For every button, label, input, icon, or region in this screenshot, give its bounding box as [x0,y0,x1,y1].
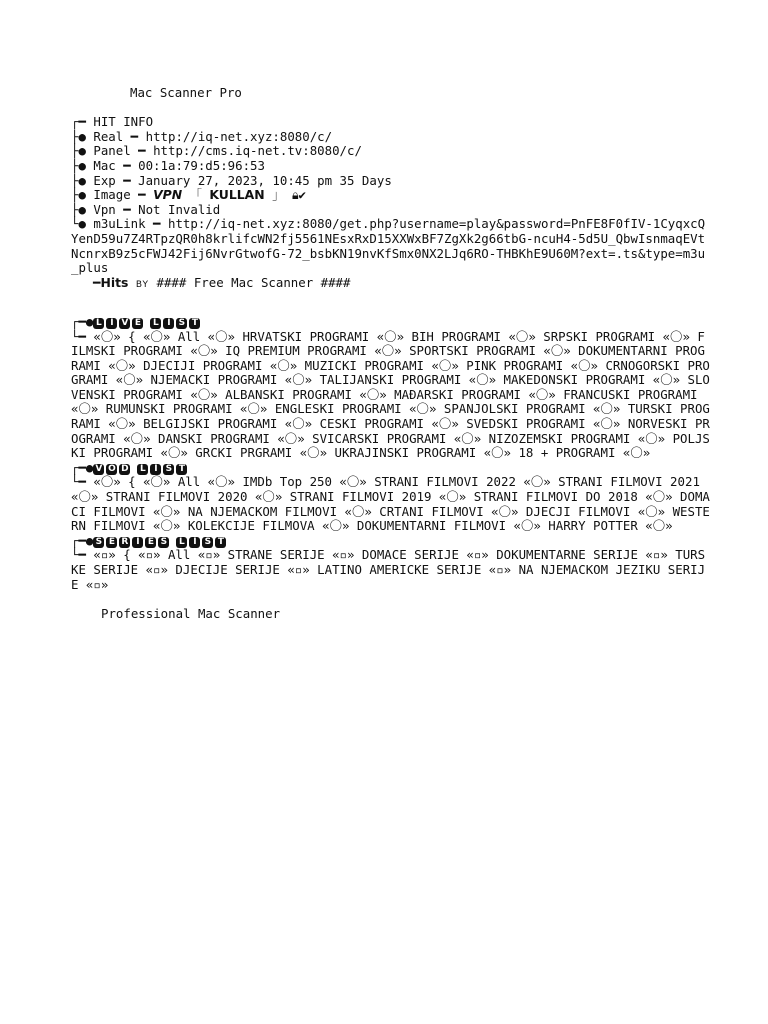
series-list-categories: └━ «▫» { «▫» All «▫» STRANE SERIJE «▫» DOMACE SERIJE «▫» DOKUMENTARNE SERIJE «▫» TURSKE SERIJE «▫» DJECIJE SERIJE «▫» LATINO AMERICKE SERIJE «▫» NA NJEMACKOM JEZIKU SERIJE «▫» [71,547,706,592]
image-row [71,188,711,203]
badge-word [137,461,189,476]
badge-word [93,534,171,549]
vod-list-header [71,461,711,476]
m3u-row [71,217,711,275]
footer-text: Professional Mac Scanner [101,605,281,621]
panel-url[interactable]: http://cms.iq-net.tv:8080/c/ [153,143,362,159]
badge-letter: S [93,537,104,548]
badge-letter: L [137,464,148,475]
series-corner: ┌━● [71,532,94,548]
series-list-header [71,534,711,549]
image-label: ├● Image ━ [71,187,154,203]
badge-word [93,315,145,330]
exp-date: January 27, 2023, 10:45 pm 35 Days [138,172,392,188]
mac-row [71,159,711,174]
badge-letter: I [150,464,161,475]
vod-badges [93,460,194,475]
series-badges [93,533,233,548]
mac-address: 00:1a:79:d5:96:53 [138,157,265,173]
badge-letter: I [189,537,200,548]
exp-row [71,174,711,189]
hits-text: #### Free Mac Scanner #### [156,274,351,290]
badge-letter: I [163,318,174,329]
badge-letter: L [93,318,104,329]
live-list-categories: └━ «〇» { «〇» All «〇» HRVATSKI PROGRAMI «〇» BIH PROGRAMI «〇» SRPSKI PROGRAMI «〇» FILMSKI PROGRAMI «〇» IQ PREMIUM PROGRAMI «〇» SPORTSKI PROGRAMI «〇» DOKUMENTARNI PROGRAMI «〇» DJECIJI PROGRAMI «〇» MUZICKI PROGRAMI «〇» PINK PROGRAMI «〇» CRNOGORSKI PROGRAMI «〇» NJEMACKI PROGRAMI «〇» TALIJANSKI PROGRAMI «〇» MAKEDONSKI PROGRAMI «〇» SLOVENSKI PROGRAMI «〇» ALBANSKI PROGRAMI «〇» MAĐARSKI PROGRAMI «〇» FRANCUSKI PROGRAMI «〇» RUMUNSKI PROGRAMI «〇» ENGLESKI PROGRAMI «〇» SPANJOLSKI PROGRAMI «〇» TURSKI PROGRAMI «〇» BELGIJSKI PROGRAMI «〇» CESKI PROGRAMI «〇» SVEDSKI PROGRAMI «〇» NORVESKI PROGRAMI «〇» DANSKI PROGRAMI «〇» SVICARSKI PROGRAMI «〇» NIZOZEMSKI PROGRAMI «〇» POLJSKI PROGRAMI «〇» GRCKI PRGRAMI «〇» UKRAJINSKI PROGRAMI «〇» 18 + PROGRAMI «〇» [71,328,710,461]
badge-word [150,315,202,330]
badge-word [93,461,132,476]
bracket-open: 「 [182,187,210,203]
m3u-label: └● m3uLink ━ [71,216,168,232]
vpn-label: ├● Vpn ━ [71,201,139,217]
vpn-status: Not Invalid [138,201,221,217]
live-list-header [71,315,711,330]
mac-label: ├● Mac ━ [71,157,139,173]
badge-letter: L [176,537,187,548]
live-corner: ┌━● [71,313,94,329]
hits-label: ━Hits [93,274,129,290]
vod-corner: ┌━● [71,459,94,475]
panel-label: ├● Panel ━ [71,143,154,159]
badge-letter: S [176,318,187,329]
badge-letter: T [189,318,200,329]
badge-letter: I [106,318,117,329]
badge-letter: O [108,463,116,474]
hit-info-heading: ┌━ HIT INFO [71,114,154,130]
scanner-output [71,86,711,621]
badge-letter: S [158,537,169,548]
badge-letter: T [176,464,187,475]
badge-word [176,534,228,549]
page-title: Mac Scanner Pro [130,85,242,100]
badge-letter: V [93,464,104,475]
live-badges [93,314,207,329]
badge-letter: L [150,318,161,329]
badge-letter: D [121,463,129,474]
badge-letter: R [119,537,130,548]
hits-by: BY [135,279,150,290]
vpn-tag: VPN [153,187,183,203]
real-row [71,130,711,145]
bracket-close: 」 [264,187,285,203]
badge-letter: T [215,537,226,548]
m3u-link[interactable]: http://iq-net.xyz:8080/get.php?username=play&password=PnFE8F0fIV-1CyqxcQYenD59u7Z4RTpzQR0h8krlifcWN2fj5561NEsxRxD15XXWxBF7ZgXk2g66tbG-ncuH4-5d5U_QbwIsnmaqEVtNcnrxB9z5cFWJ42Fij6NvrGtwofG-72_bsbKN19nvKfSmx0NX2LJq6RO-THBKhE9U60M?ext=.ts&type=m3u_plus [71,216,706,276]
kullan-tag: KULLAN [209,187,265,203]
badge-letter: E [106,537,117,548]
real-label: ├● Real ━ [71,128,146,144]
badge-letter: I [132,537,143,548]
real-url[interactable]: http://iq-net.xyz:8080/c/ [145,128,333,144]
exp-label: ├● Exp ━ [71,172,139,188]
vpn-row [71,203,711,218]
badge-letter: S [202,537,213,548]
badge-letter: V [119,318,130,329]
hits-row [71,276,711,293]
badge-letter: E [145,537,156,548]
panel-row [71,144,711,159]
badge-letter: E [132,318,143,329]
lock-check-icon: 🔒︎✔ [291,187,307,203]
badge-letter: S [163,464,174,475]
vod-list-categories: └━ «〇» { «〇» All «〇» IMDb Top 250 «〇» STRANI FILMOVI 2022 «〇» STRANI FILMOVI 2021 «〇» STRANI FILMOVI 2020 «〇» STRANI FILMOVI 2019 «〇» STRANI FILMOVI DO 2018 «〇» DOMACI FILMOVI «〇» NA NJEMACKOM FILMOVI «〇» CRTANI FILMOVI «〇» DJECJI FILMOVI «〇» WESTERN FILMOVI «〇» KOLEKCIJE FILMOVA «〇» DOKUMENTARNI FILMOVI «〇» HARRY POTTER «〇» [71,474,710,534]
